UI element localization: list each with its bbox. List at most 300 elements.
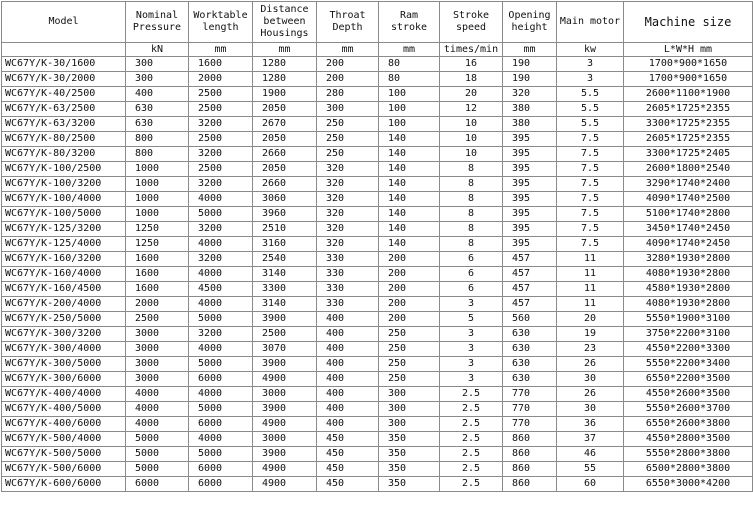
nominal-pressure-cell: 1600 (126, 282, 189, 297)
worktable-length-cell: 4000 (189, 297, 253, 312)
table-row (2, 432, 753, 447)
ram-stroke-cell: 350 (379, 462, 440, 477)
unit-worktable-length: mm (189, 43, 253, 57)
nominal-pressure-cell: 1600 (126, 267, 189, 282)
machine-size-cell: 4550*2800*3500 (624, 432, 753, 447)
model-cell: WC67Y/K-125/3200 (2, 222, 126, 237)
throat-depth-cell: 330 (317, 297, 379, 312)
nominal-pressure-cell: 1000 (126, 162, 189, 177)
ram-stroke-cell: 200 (379, 312, 440, 327)
opening-height-cell: 395 (503, 222, 557, 237)
opening-height-cell: 457 (503, 297, 557, 312)
ram-stroke-cell: 350 (379, 432, 440, 447)
stroke-speed-cell: 3 (440, 327, 503, 342)
opening-height-cell: 560 (503, 312, 557, 327)
model-cell: WC67Y/K-300/5000 (2, 357, 126, 372)
machine-size-cell: 5550*2800*3800 (624, 447, 753, 462)
table-row (2, 117, 753, 132)
throat-depth-cell: 320 (317, 162, 379, 177)
throat-depth-cell: 250 (317, 117, 379, 132)
nominal-pressure-cell: 4000 (126, 402, 189, 417)
stroke-speed-cell: 8 (440, 192, 503, 207)
table-row (2, 192, 753, 207)
main-motor-cell: 11 (557, 267, 624, 282)
main-motor-cell: 11 (557, 252, 624, 267)
ram-stroke-cell: 100 (379, 102, 440, 117)
distance-between-housings-cell: 3140 (253, 297, 317, 312)
table-body (2, 57, 753, 492)
worktable-length-cell: 5000 (189, 402, 253, 417)
header-nominal-pressure: Nominal Pressure (126, 2, 189, 43)
worktable-length-cell: 2500 (189, 162, 253, 177)
machine-size-cell: 4090*1740*2450 (624, 237, 753, 252)
main-motor-cell: 23 (557, 342, 624, 357)
ram-stroke-cell: 300 (379, 387, 440, 402)
distance-between-housings-cell: 2660 (253, 147, 317, 162)
ram-stroke-cell: 350 (379, 477, 440, 492)
main-motor-cell: 5.5 (557, 102, 624, 117)
throat-depth-cell: 320 (317, 222, 379, 237)
machine-size-cell: 4580*1930*2800 (624, 282, 753, 297)
ram-stroke-cell: 250 (379, 372, 440, 387)
throat-depth-cell: 450 (317, 432, 379, 447)
machine-size-cell: 3300*1725*2355 (624, 117, 753, 132)
opening-height-cell: 860 (503, 477, 557, 492)
nominal-pressure-cell: 1250 (126, 237, 189, 252)
model-cell: WC67Y/K-100/2500 (2, 162, 126, 177)
table-row (2, 237, 753, 252)
distance-between-housings-cell: 3900 (253, 402, 317, 417)
model-cell: WC67Y/K-500/6000 (2, 462, 126, 477)
model-cell: WC67Y/K-80/2500 (2, 132, 126, 147)
throat-depth-cell: 450 (317, 447, 379, 462)
ram-stroke-cell: 80 (379, 57, 440, 72)
throat-depth-cell: 400 (317, 387, 379, 402)
nominal-pressure-cell: 3000 (126, 327, 189, 342)
machine-size-cell: 1700*900*1650 (624, 72, 753, 87)
worktable-length-cell: 5000 (189, 207, 253, 222)
ram-stroke-cell: 250 (379, 357, 440, 372)
opening-height-cell: 190 (503, 57, 557, 72)
distance-between-housings-cell: 2050 (253, 102, 317, 117)
header-worktable-length: Worktable length (189, 2, 253, 43)
throat-depth-cell: 320 (317, 177, 379, 192)
stroke-speed-cell: 6 (440, 252, 503, 267)
main-motor-cell: 46 (557, 447, 624, 462)
main-motor-cell: 7.5 (557, 162, 624, 177)
nominal-pressure-cell: 2500 (126, 312, 189, 327)
worktable-length-cell: 2500 (189, 132, 253, 147)
model-cell: WC67Y/K-400/5000 (2, 402, 126, 417)
main-motor-cell: 60 (557, 477, 624, 492)
spec-table (1, 1, 753, 492)
model-cell: WC67Y/K-100/3200 (2, 177, 126, 192)
table-row (2, 57, 753, 72)
distance-between-housings-cell: 3900 (253, 357, 317, 372)
main-motor-cell: 26 (557, 387, 624, 402)
main-motor-cell: 55 (557, 462, 624, 477)
worktable-length-cell: 3200 (189, 147, 253, 162)
opening-height-cell: 395 (503, 192, 557, 207)
distance-between-housings-cell: 4900 (253, 417, 317, 432)
model-cell: WC67Y/K-300/4000 (2, 342, 126, 357)
stroke-speed-cell: 2.5 (440, 402, 503, 417)
nominal-pressure-cell: 3000 (126, 357, 189, 372)
model-cell: WC67Y/K-40/2500 (2, 87, 126, 102)
main-motor-cell: 36 (557, 417, 624, 432)
main-motor-cell: 7.5 (557, 207, 624, 222)
machine-size-cell: 5100*1740*2800 (624, 207, 753, 222)
opening-height-cell: 395 (503, 177, 557, 192)
stroke-speed-cell: 10 (440, 132, 503, 147)
throat-depth-cell: 400 (317, 417, 379, 432)
worktable-length-cell: 6000 (189, 372, 253, 387)
main-motor-cell: 5.5 (557, 117, 624, 132)
table-row (2, 102, 753, 117)
worktable-length-cell: 2000 (189, 72, 253, 87)
distance-between-housings-cell: 3960 (253, 207, 317, 222)
opening-height-cell: 380 (503, 117, 557, 132)
worktable-length-cell: 3200 (189, 222, 253, 237)
machine-size-cell: 3750*2200*3100 (624, 327, 753, 342)
table-row (2, 147, 753, 162)
machine-size-cell: 4080*1930*2800 (624, 297, 753, 312)
ram-stroke-cell: 200 (379, 267, 440, 282)
distance-between-housings-cell: 3060 (253, 192, 317, 207)
ram-stroke-cell: 100 (379, 87, 440, 102)
table-row (2, 252, 753, 267)
opening-height-cell: 320 (503, 87, 557, 102)
header-machine-size: Machine size (624, 2, 753, 43)
model-cell: WC67Y/K-160/4000 (2, 267, 126, 282)
nominal-pressure-cell: 5000 (126, 447, 189, 462)
stroke-speed-cell: 2.5 (440, 462, 503, 477)
ram-stroke-cell: 100 (379, 117, 440, 132)
distance-between-housings-cell: 2670 (253, 117, 317, 132)
ram-stroke-cell: 140 (379, 162, 440, 177)
stroke-speed-cell: 8 (440, 177, 503, 192)
stroke-speed-cell: 16 (440, 57, 503, 72)
main-motor-cell: 19 (557, 327, 624, 342)
machine-size-cell: 2600*1100*1900 (624, 87, 753, 102)
table-row (2, 177, 753, 192)
opening-height-cell: 190 (503, 72, 557, 87)
distance-between-housings-cell: 2500 (253, 327, 317, 342)
main-motor-cell: 37 (557, 432, 624, 447)
nominal-pressure-cell: 5000 (126, 462, 189, 477)
throat-depth-cell: 330 (317, 252, 379, 267)
unit-nominal-pressure: kN (126, 43, 189, 57)
stroke-speed-cell: 8 (440, 237, 503, 252)
stroke-speed-cell: 6 (440, 267, 503, 282)
stroke-speed-cell: 3 (440, 357, 503, 372)
header-throat-depth: Throat Depth (317, 2, 379, 43)
main-motor-cell: 20 (557, 312, 624, 327)
model-cell: WC67Y/K-160/4500 (2, 282, 126, 297)
throat-depth-cell: 450 (317, 477, 379, 492)
model-cell: WC67Y/K-63/3200 (2, 117, 126, 132)
nominal-pressure-cell: 2000 (126, 297, 189, 312)
worktable-length-cell: 6000 (189, 477, 253, 492)
table-row (2, 342, 753, 357)
distance-between-housings-cell: 3900 (253, 312, 317, 327)
opening-height-cell: 457 (503, 267, 557, 282)
distance-between-housings-cell: 3300 (253, 282, 317, 297)
main-motor-cell: 7.5 (557, 222, 624, 237)
header-model: Model (2, 2, 126, 43)
machine-size-cell: 3450*1740*2450 (624, 222, 753, 237)
stroke-speed-cell: 3 (440, 372, 503, 387)
model-cell: WC67Y/K-300/6000 (2, 372, 126, 387)
distance-between-housings-cell: 3140 (253, 267, 317, 282)
distance-between-housings-cell: 1280 (253, 57, 317, 72)
main-motor-cell: 26 (557, 357, 624, 372)
model-cell: WC67Y/K-300/3200 (2, 327, 126, 342)
distance-between-housings-cell: 2660 (253, 177, 317, 192)
ram-stroke-cell: 250 (379, 327, 440, 342)
stroke-speed-cell: 5 (440, 312, 503, 327)
throat-depth-cell: 400 (317, 327, 379, 342)
distance-between-housings-cell: 2050 (253, 162, 317, 177)
worktable-length-cell: 4000 (189, 387, 253, 402)
worktable-length-cell: 6000 (189, 417, 253, 432)
model-cell: WC67Y/K-63/2500 (2, 102, 126, 117)
throat-depth-cell: 400 (317, 357, 379, 372)
main-motor-cell: 7.5 (557, 132, 624, 147)
ram-stroke-cell: 140 (379, 147, 440, 162)
unit-distance-between-housings: mm (253, 43, 317, 57)
worktable-length-cell: 6000 (189, 462, 253, 477)
distance-between-housings-cell: 3070 (253, 342, 317, 357)
table-row (2, 372, 753, 387)
table-row (2, 417, 753, 432)
ram-stroke-cell: 200 (379, 252, 440, 267)
opening-height-cell: 630 (503, 342, 557, 357)
machine-size-cell: 2605*1725*2355 (624, 102, 753, 117)
model-cell: WC67Y/K-500/5000 (2, 447, 126, 462)
throat-depth-cell: 300 (317, 102, 379, 117)
machine-size-cell: 4550*2600*3500 (624, 387, 753, 402)
machine-size-cell: 6500*2800*3800 (624, 462, 753, 477)
machine-size-cell: 1700*900*1650 (624, 57, 753, 72)
unit-ram-stroke: mm (379, 43, 440, 57)
unit-opening-height: mm (503, 43, 557, 57)
throat-depth-cell: 400 (317, 342, 379, 357)
nominal-pressure-cell: 4000 (126, 387, 189, 402)
opening-height-cell: 770 (503, 402, 557, 417)
stroke-speed-cell: 2.5 (440, 447, 503, 462)
table-row (2, 387, 753, 402)
throat-depth-cell: 200 (317, 57, 379, 72)
throat-depth-cell: 400 (317, 372, 379, 387)
ram-stroke-cell: 300 (379, 417, 440, 432)
throat-depth-cell: 320 (317, 207, 379, 222)
main-motor-cell: 30 (557, 372, 624, 387)
unit-stroke-speed: times/min (440, 43, 503, 57)
machine-size-cell: 3280*1930*2800 (624, 252, 753, 267)
model-cell: WC67Y/K-100/5000 (2, 207, 126, 222)
worktable-length-cell: 4000 (189, 237, 253, 252)
throat-depth-cell: 400 (317, 312, 379, 327)
header-row (2, 2, 753, 43)
table-row (2, 357, 753, 372)
model-cell: WC67Y/K-100/4000 (2, 192, 126, 207)
ram-stroke-cell: 200 (379, 282, 440, 297)
worktable-length-cell: 4000 (189, 192, 253, 207)
machine-size-cell: 6550*2600*3800 (624, 417, 753, 432)
distance-between-housings-cell: 3000 (253, 432, 317, 447)
stroke-speed-cell: 2.5 (440, 417, 503, 432)
nominal-pressure-cell: 5000 (126, 432, 189, 447)
distance-between-housings-cell: 3900 (253, 447, 317, 462)
opening-height-cell: 380 (503, 102, 557, 117)
opening-height-cell: 630 (503, 357, 557, 372)
main-motor-cell: 5.5 (557, 87, 624, 102)
main-motor-cell: 30 (557, 402, 624, 417)
header-stroke-speed: Stroke speed (440, 2, 503, 43)
opening-height-cell: 395 (503, 207, 557, 222)
machine-size-cell: 5550*2600*3700 (624, 402, 753, 417)
opening-height-cell: 860 (503, 432, 557, 447)
ram-stroke-cell: 250 (379, 342, 440, 357)
ram-stroke-cell: 140 (379, 222, 440, 237)
table-row (2, 462, 753, 477)
nominal-pressure-cell: 1000 (126, 177, 189, 192)
machine-size-cell: 6550*3000*4200 (624, 477, 753, 492)
machine-size-cell: 5550*1900*3100 (624, 312, 753, 327)
nominal-pressure-cell: 800 (126, 147, 189, 162)
main-motor-cell: 3 (557, 72, 624, 87)
model-cell: WC67Y/K-200/4000 (2, 297, 126, 312)
worktable-length-cell: 1600 (189, 57, 253, 72)
stroke-speed-cell: 2.5 (440, 387, 503, 402)
machine-size-cell: 2600*1800*2540 (624, 162, 753, 177)
nominal-pressure-cell: 3000 (126, 342, 189, 357)
model-cell: WC67Y/K-400/6000 (2, 417, 126, 432)
stroke-speed-cell: 6 (440, 282, 503, 297)
throat-depth-cell: 250 (317, 147, 379, 162)
model-cell: WC67Y/K-30/2000 (2, 72, 126, 87)
throat-depth-cell: 400 (317, 402, 379, 417)
ram-stroke-cell: 140 (379, 132, 440, 147)
ram-stroke-cell: 140 (379, 192, 440, 207)
unit-machine-size: L*W*H mm (624, 43, 753, 57)
model-cell: WC67Y/K-80/3200 (2, 147, 126, 162)
opening-height-cell: 395 (503, 237, 557, 252)
main-motor-cell: 7.5 (557, 237, 624, 252)
nominal-pressure-cell: 630 (126, 117, 189, 132)
header-distance-between-housings: Distance between Housings (253, 2, 317, 43)
distance-between-housings-cell: 2510 (253, 222, 317, 237)
model-cell: WC67Y/K-600/6000 (2, 477, 126, 492)
stroke-speed-cell: 12 (440, 102, 503, 117)
machine-size-cell: 4550*2200*3300 (624, 342, 753, 357)
main-motor-cell: 7.5 (557, 147, 624, 162)
stroke-speed-cell: 3 (440, 342, 503, 357)
throat-depth-cell: 200 (317, 72, 379, 87)
table-row (2, 447, 753, 462)
unit-throat-depth: mm (317, 43, 379, 57)
distance-between-housings-cell: 2540 (253, 252, 317, 267)
machine-size-cell: 4090*1740*2500 (624, 192, 753, 207)
model-cell: WC67Y/K-30/1600 (2, 57, 126, 72)
opening-height-cell: 395 (503, 162, 557, 177)
opening-height-cell: 395 (503, 147, 557, 162)
distance-between-housings-cell: 1280 (253, 72, 317, 87)
stroke-speed-cell: 8 (440, 162, 503, 177)
unit-model (2, 43, 126, 57)
opening-height-cell: 630 (503, 372, 557, 387)
machine-size-cell: 3290*1740*2400 (624, 177, 753, 192)
distance-between-housings-cell: 2050 (253, 132, 317, 147)
ram-stroke-cell: 140 (379, 177, 440, 192)
stroke-speed-cell: 18 (440, 72, 503, 87)
machine-size-cell: 6550*2200*3500 (624, 372, 753, 387)
throat-depth-cell: 250 (317, 132, 379, 147)
main-motor-cell: 11 (557, 297, 624, 312)
stroke-speed-cell: 3 (440, 297, 503, 312)
table-row (2, 267, 753, 282)
table-row (2, 282, 753, 297)
stroke-speed-cell: 10 (440, 117, 503, 132)
opening-height-cell: 860 (503, 462, 557, 477)
unit-main-motor: kw (557, 43, 624, 57)
ram-stroke-cell: 140 (379, 237, 440, 252)
nominal-pressure-cell: 6000 (126, 477, 189, 492)
model-cell: WC67Y/K-400/4000 (2, 387, 126, 402)
table-row (2, 477, 753, 492)
worktable-length-cell: 4000 (189, 432, 253, 447)
ram-stroke-cell: 200 (379, 297, 440, 312)
nominal-pressure-cell: 300 (126, 72, 189, 87)
throat-depth-cell: 280 (317, 87, 379, 102)
stroke-speed-cell: 2.5 (440, 477, 503, 492)
worktable-length-cell: 5000 (189, 312, 253, 327)
machine-size-cell: 2605*1725*2355 (624, 132, 753, 147)
stroke-speed-cell: 8 (440, 222, 503, 237)
nominal-pressure-cell: 1000 (126, 192, 189, 207)
table-row (2, 72, 753, 87)
worktable-length-cell: 5000 (189, 447, 253, 462)
throat-depth-cell: 330 (317, 282, 379, 297)
table-row (2, 327, 753, 342)
opening-height-cell: 457 (503, 282, 557, 297)
units-row (2, 43, 753, 57)
distance-between-housings-cell: 4900 (253, 477, 317, 492)
main-motor-cell: 3 (557, 57, 624, 72)
main-motor-cell: 11 (557, 282, 624, 297)
distance-between-housings-cell: 3000 (253, 387, 317, 402)
ram-stroke-cell: 80 (379, 72, 440, 87)
distance-between-housings-cell: 4900 (253, 462, 317, 477)
throat-depth-cell: 450 (317, 462, 379, 477)
header-opening-height: Opening height (503, 2, 557, 43)
nominal-pressure-cell: 3000 (126, 372, 189, 387)
opening-height-cell: 457 (503, 252, 557, 267)
table-row (2, 402, 753, 417)
stroke-speed-cell: 20 (440, 87, 503, 102)
stroke-speed-cell: 2.5 (440, 432, 503, 447)
worktable-length-cell: 3200 (189, 327, 253, 342)
model-cell: WC67Y/K-160/3200 (2, 252, 126, 267)
opening-height-cell: 770 (503, 417, 557, 432)
table-row (2, 222, 753, 237)
nominal-pressure-cell: 400 (126, 87, 189, 102)
worktable-length-cell: 4000 (189, 342, 253, 357)
throat-depth-cell: 330 (317, 267, 379, 282)
worktable-length-cell: 4500 (189, 282, 253, 297)
machine-size-cell: 3300*1725*2405 (624, 147, 753, 162)
